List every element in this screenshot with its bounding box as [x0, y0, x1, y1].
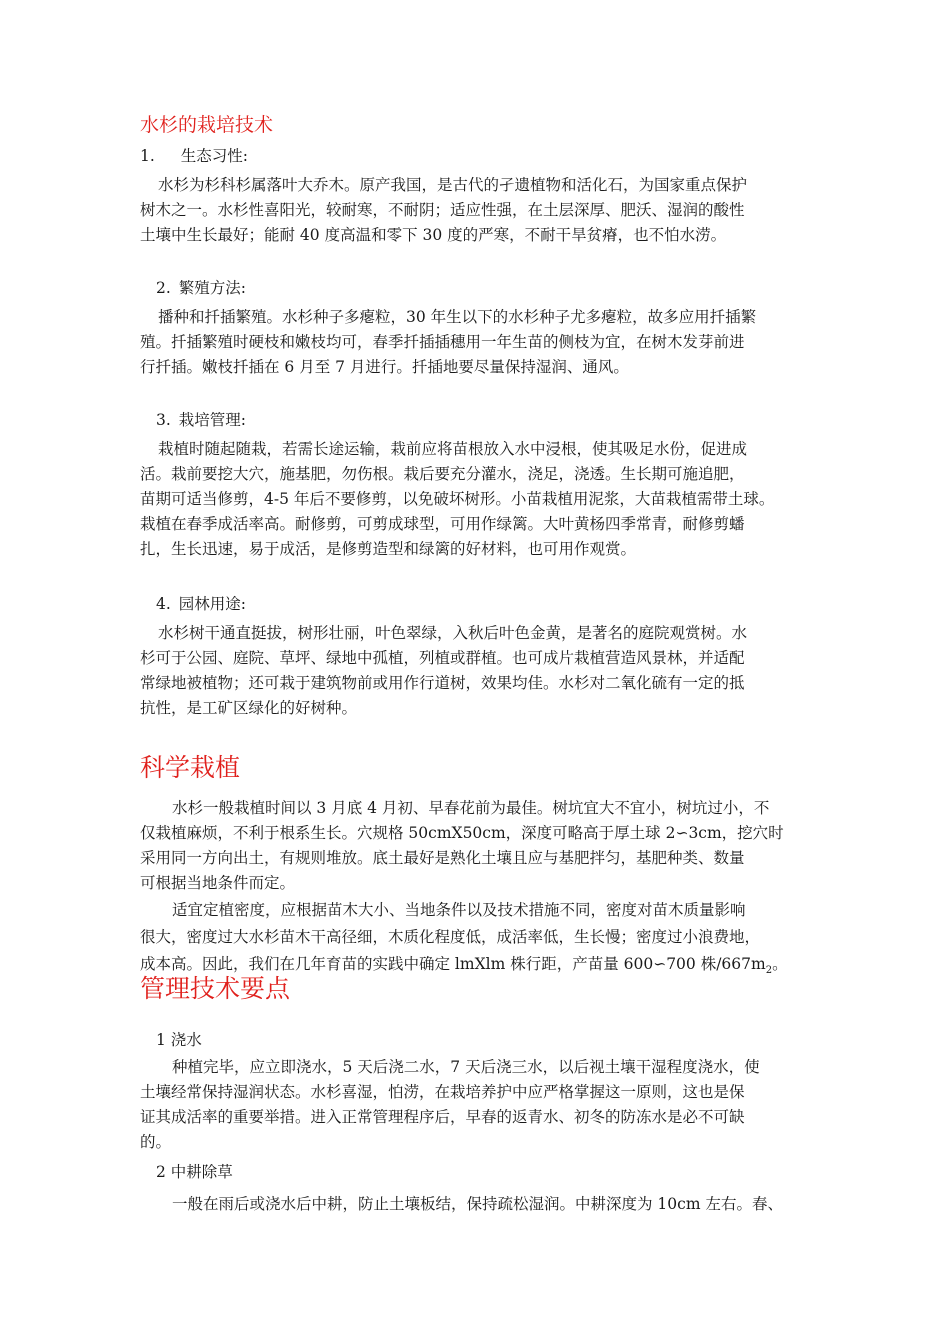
- body-line: 杉可于公园、庭院、草坪、绿地中孤植，列植或群植。也可成片栽植营造风景林，并适配: [140, 649, 745, 667]
- body-line: 适宜定植密度，应根据苗木大小、当地条件以及技术措施不同，密度对苗木质量影响: [172, 901, 746, 919]
- body-line: 水杉一般栽植时间以 3 月底 4 月初、早春花前为最佳。树坑宜大不宜小，树坑过小，不: [172, 799, 770, 817]
- section-heading-landscape: [156, 592, 846, 616]
- body-text-end: 。: [772, 955, 788, 973]
- management-body-weeding: [140, 1192, 830, 1217]
- section-heading-ecology: [140, 144, 830, 168]
- body-line: 仅栽植麻烦，不利于根系生长。穴规格 50cmX50cm，深度可略高于厚土球 2∽3cm，挖穴时: [140, 824, 784, 842]
- superscript-unit: 2: [765, 965, 773, 977]
- body-line: 种植完毕，应立即浇水，5 天后浇二水，7 天后浇三水，以后视土壤干湿程度浇水，使: [172, 1058, 760, 1076]
- body-text: 成本高。因此，我们在几年育苗的实践中确定 lmXlm 株行距，产苗量 600∽700 株/667m: [140, 955, 766, 973]
- body-line: 很大，密度过大水杉苗木干高径细，木质化程度低，成活率低，生长慢；密度过小浪费地，: [140, 928, 761, 946]
- section-heading-propagation: [156, 276, 846, 300]
- section-label: 栽培管理:: [178, 411, 247, 429]
- section-number: 2.: [156, 279, 171, 297]
- body-line: 的。: [140, 1133, 172, 1151]
- body-line: 活。栽前要挖大穴，施基肥，勿伤根。栽后要充分灌水，浇足，浇透。生长期可施追肥，: [140, 465, 745, 483]
- section-number: 1.: [140, 147, 155, 165]
- section-heading-management: [156, 408, 846, 432]
- body-line: 水杉为杉科杉属落叶大乔木。原产我国，是古代的孑遗植物和活化石，为国家重点保护: [158, 176, 748, 194]
- body-line: 播种和扦插繁殖。水杉种子多瘪粒，30 年生以下的水杉种子尤多瘪粒，故多应用扦插繁: [158, 308, 757, 326]
- body-line: 一般在雨后或浇水后中耕，防止土壤板结，保持疏松湿润。中耕深度为 10cm 左右。春、: [172, 1195, 783, 1213]
- body-line: 证其成活率的重要举措。进入正常管理程序后，早春的返青水、初冬的防冻水是必不可缺: [140, 1108, 745, 1126]
- body-line: 土壤中生长最好；能耐 40 度高温和零下 30 度的严寒，不耐干旱贫瘠，也不怕水涝。: [140, 226, 727, 244]
- science-para-1: [140, 796, 830, 896]
- body-line: 树木之一。水杉性喜阳光，较耐寒，不耐阴；适应性强，在土层深厚、肥沃、湿润的酸性: [140, 201, 745, 219]
- body-line: 水杉树干通直挺拔，树形壮丽，叶色翠绿，入秋后叶色金黄，是著名的庭院观赏树。水: [158, 624, 748, 642]
- body-line: 栽植在春季成活率高。耐修剪，可剪成球型，可用作绿篱。大叶黄杨四季常青，耐修剪蟠: [140, 515, 745, 533]
- section-number: 3.: [156, 411, 171, 429]
- body-line: 殖。扦插繁殖时硬枝和嫩枝均可，春季扦插插穗用一年生苗的侧枝为宜，在树木发芽前进: [140, 333, 745, 351]
- document-title: 水杉的栽培技术: [140, 114, 274, 136]
- body-line: 栽植时随起随栽，若需长途运输，栽前应将苗根放入水中浸根，使其吸足水份，促进成: [158, 440, 748, 458]
- body-line: 可根据当地条件而定。: [140, 874, 296, 892]
- section-body-ecology: [140, 173, 830, 248]
- body-line: 抗性，是工矿区绿化的好树种。: [140, 699, 358, 717]
- section-body-management: [140, 437, 830, 562]
- section-label: 生态习性:: [180, 147, 249, 165]
- management-heading: 管理技术要点: [140, 974, 291, 1003]
- body-line: 行扦插。嫩枝扦插在 6 月至 7 月进行。扦插地要尽量保持湿润、通风。: [140, 358, 629, 376]
- body-line: 采用同一方向出土，有规则堆放。底土最好是熟化土壤且应与基肥拌匀，基肥种类、数量: [140, 849, 745, 867]
- management-body-watering: [140, 1055, 830, 1155]
- body-line: 苗期可适当修剪，4-5 年后不要修剪，以免破坏树形。小苗栽植用泥浆，大苗栽植需带土球。: [140, 490, 775, 508]
- body-line: 土壤经常保持湿润状态。水杉喜湿，怕涝，在栽培养护中应严格掌握这一原则，这也是保: [140, 1083, 745, 1101]
- section-body-propagation: [140, 305, 830, 380]
- management-item-weeding: 2 中耕除草: [156, 1163, 233, 1181]
- section-number: 4.: [156, 595, 171, 613]
- science-para-2: [140, 897, 830, 978]
- section-body-landscape: [140, 621, 830, 721]
- science-heading: 科学栽植: [140, 753, 241, 782]
- section-label: 园林用途:: [178, 595, 247, 613]
- section-label: 繁殖方法:: [178, 279, 247, 297]
- body-line: 扎，生长迅速，易于成活，是修剪造型和绿篱的好材料，也可用作观赏。: [140, 540, 637, 558]
- management-item-watering: 1 浇水: [156, 1031, 202, 1049]
- body-line: 常绿地被植物；还可栽于建筑物前或用作行道树，效果均佳。水杉对二氧化硫有一定的抵: [140, 674, 745, 692]
